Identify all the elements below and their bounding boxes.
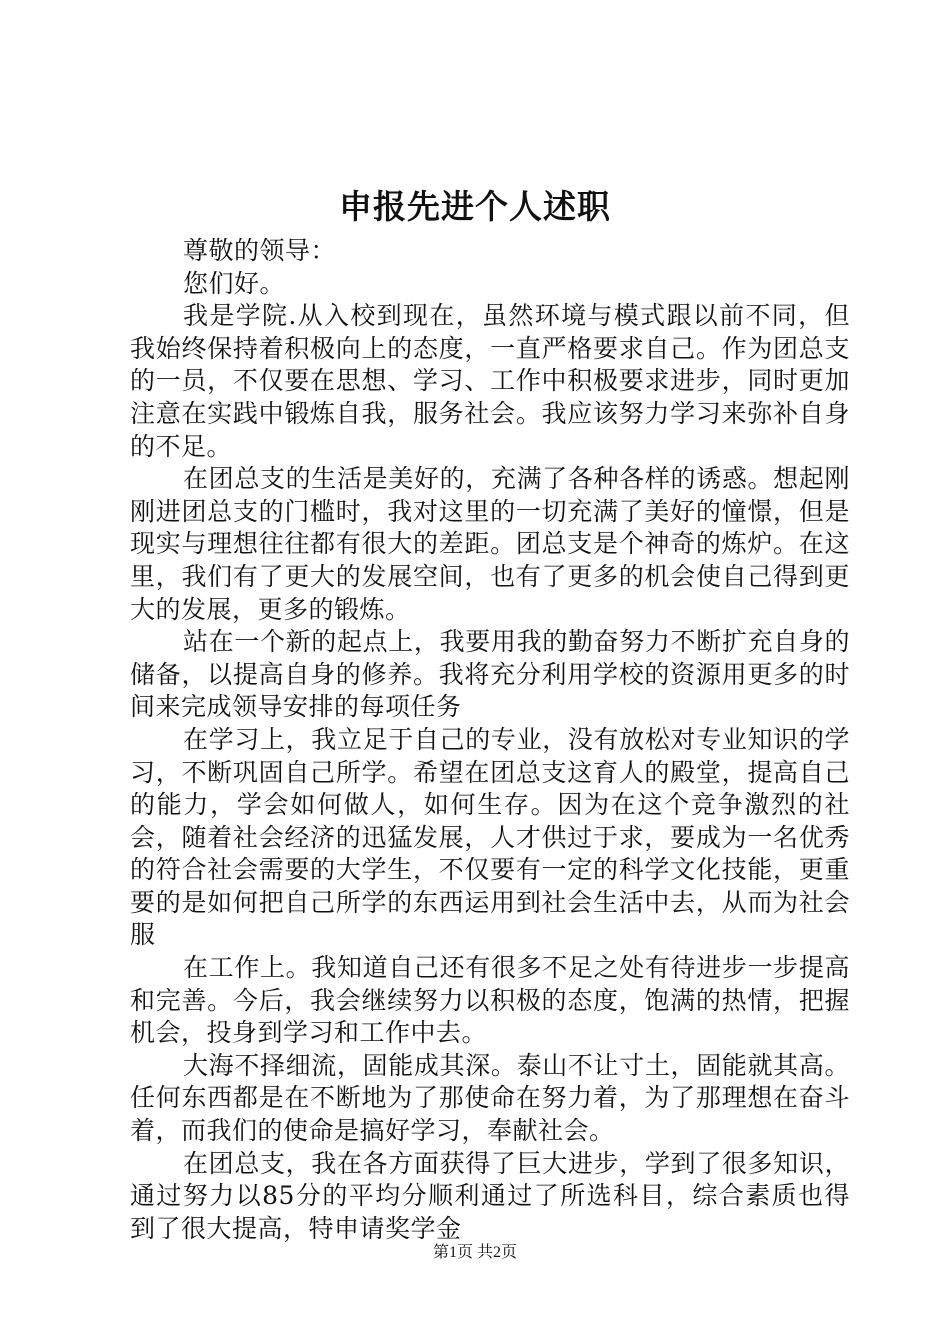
paragraph: 在团总支，我在各方面获得了巨大进步，学到了很多知识，通过努力以85分的平均分顺利通过了所选科目，综合素质也得到了很大提高，特申请奖学金	[130, 1148, 850, 1243]
salutation: 尊敬的领导：	[183, 236, 337, 265]
paragraph: 我是学院.从入校到现在，虽然环境与模式跟以前不同，但我始终保持着积极向上的态度，一直严格要求自己。作为团总支的一员，不仅要在思想、学习、工作中积极要求进步，同时更加注意在实践中锻炼自我，服务社会。我应该努力学习来弥补自身的不足。	[130, 301, 850, 461]
page-number-footer: 第1页 共2页	[432, 1244, 517, 1261]
paragraph: 在工作上。我知道自己还有很多不足之处有待进步一步提高和完善。今后，我会继续努力以积极的态度，饱满的热情，把握机会，投身到学习和工作中去。	[130, 953, 850, 1048]
paragraph: 在团总支的生活是美好的，充满了各种各样的诱惑。想起刚刚进团总支的门槛时，我对这里的一切充满了美好的憧憬，但是现实与理想往往都有很大的差距。团总支是个神奇的炼炉。在这里，我们有了更大的发展空间，也有了更多的机会使自己得到更大的发展，更多的锻炼。	[130, 464, 850, 624]
paragraph: 站在一个新的起点上，我要用我的勤奋努力不断扩充自身的储备，以提高自身的修养。我将充分利用学校的资源用更多的时间来完成领导安排的每项任务	[130, 627, 850, 722]
greeting: 您们好。	[183, 268, 286, 298]
document-title: 申报先进个人述职	[339, 187, 611, 226]
paragraph: 大海不择细流，固能成其深。泰山不让寸土，固能就其高。任何东西都是在不断地为了那使命在努力着，为了那理想在奋斗着，而我们的使命是搞好学习，奉献社会。	[130, 1050, 850, 1146]
document-body	[130, 235, 850, 1245]
paragraph: 在学习上，我立足于自己的专业，没有放松对专业知识的学习，不断巩固自己所学。希望在团总支这育人的殿堂，提高自己的能力，学会如何做人，如何生存。因为在这个竞争激烈的社会，随着社会经济的迅猛发展，人才供过于求，要成为一名优秀的符合社会需要的大学生，不仅要有一定的科学文化技能，更重要的是如何把自己所学的东西运用到社会生活中去，从而为社会服	[130, 724, 850, 950]
